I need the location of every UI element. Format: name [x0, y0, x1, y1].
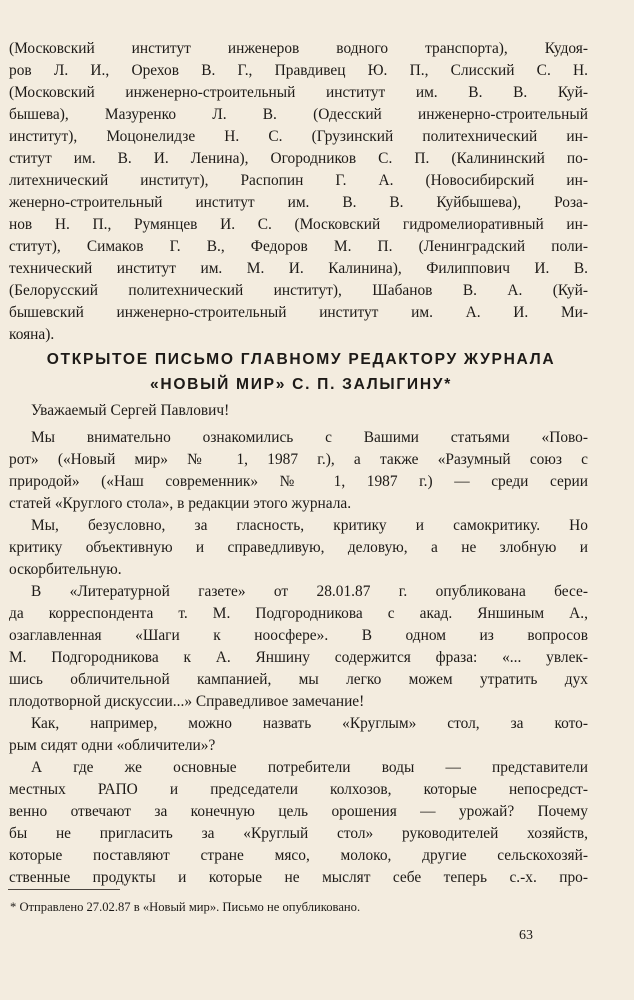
text-line: технический институт им. М. И. Калинина), Филиппович И. В.	[9, 260, 588, 277]
text-line: ститут им. В. И. Ленина), Огородников С. П. (Калининский по-	[9, 150, 588, 167]
text-line: М. Подгородникова к А. Яншину содержится фраза: «... увлек-	[9, 649, 588, 666]
text-line: институт), Моцонелидзе Н. С. (Грузинский политехнический ин-	[9, 128, 588, 145]
text-line: озаглавленная «Шаги к ноосфере». В одном из вопросов	[9, 627, 588, 644]
text-line: плодотворной дискуссии...» Справедливое замечание!	[9, 693, 365, 710]
text-line: бышевский инженерно-строительный институт им. А. И. Ми-	[9, 304, 588, 321]
text-line: (Московский институт инженеров водного транспорта), Кудоя-	[9, 40, 588, 57]
text-line: нов Н. П., Румянцев И. С. (Московский гидромелиоративный ин-	[9, 216, 588, 233]
text-line: местных РАПО и председатели колхозов, которые непосредст-	[9, 781, 588, 798]
page-number: 63	[519, 928, 533, 943]
text-line: В «Литературной газете» от 28.01.87 г. опубликована бесе-	[31, 583, 588, 600]
text-line: шись обличительной кампанией, мы легко можем утратить дух	[9, 671, 588, 688]
text-line: критику объективную и справедливую, деловую, а не злобную и	[9, 539, 588, 556]
text-line: Как, например, можно назвать «Круглым» стол, за кото-	[31, 715, 588, 732]
text-line: бы не пригласить за «Круглый стол» руководителей хозяйств,	[9, 825, 588, 842]
text-line: которые поставляют стране мясо, молоко, другие сельскохозяй-	[9, 847, 588, 864]
text-line: да корреспондента т. М. Подгородникова с акад. Яншиным А.,	[9, 605, 588, 622]
text-line: оскорбительную.	[9, 561, 122, 578]
text-line: природой» («Наш современник» № 1, 1987 г.) — среди серии	[9, 473, 588, 490]
footnote: * Отправлено 27.02.87 в «Новый мир». Письмо не опубликовано.	[10, 900, 361, 914]
heading-line: «НОВЫЙ МИР» С. П. ЗАЛЫГИНУ*	[150, 376, 452, 393]
text-line: рот» («Новый мир» № 1, 1987 г.), а также «Разумный союз с	[9, 451, 588, 468]
text-line: женерно-строительный институт им. В. В. Куйбышева), Роза-	[9, 194, 588, 211]
text-line: статей «Круглого стола», в редакции этого журнала.	[9, 495, 352, 512]
text-line: рым сидят одни «обличители»?	[9, 737, 216, 754]
text-line: Мы, безусловно, за гласность, критику и самокритику. Но	[31, 517, 588, 534]
footnote-rule	[8, 889, 120, 890]
text-line: ров Л. И., Орехов В. Г., Правдивец Ю. П., Слисский С. Н.	[9, 62, 588, 79]
text-line: (Московский инженерно-строительный институт им. В. В. Куй-	[9, 84, 588, 101]
heading-line: ОТКРЫТОЕ ПИСЬМО ГЛАВНОМУ РЕДАКТОРУ ЖУРНАЛА	[46, 351, 556, 368]
text-line: кояна).	[9, 326, 55, 343]
text-line: ститут), Симаков Г. В., Федоров М. П. (Ленинградский поли-	[9, 238, 588, 255]
text-line: литехнический институт), Распопин Г. А. (Новосибирский ин-	[9, 172, 588, 189]
text-line: венно отвечают за конечную цель орошения — урожай? Почему	[9, 803, 588, 820]
text-line: (Белорусский политехнический институт), Шабанов В. А. (Куй-	[9, 282, 588, 299]
text-line: Мы внимательно ознакомились с Вашими статьями «Пово-	[31, 429, 588, 446]
text-line: бышева), Мазуренко Л. В. (Одесский инженерно-строительный	[9, 106, 588, 123]
salutation: Уважаемый Сергей Павлович!	[31, 402, 230, 419]
text-line: А где же основные потребители воды — представители	[31, 759, 588, 776]
text-line: ственные продукты и которые не мыслят себе теперь с.-х. про-	[9, 869, 588, 886]
